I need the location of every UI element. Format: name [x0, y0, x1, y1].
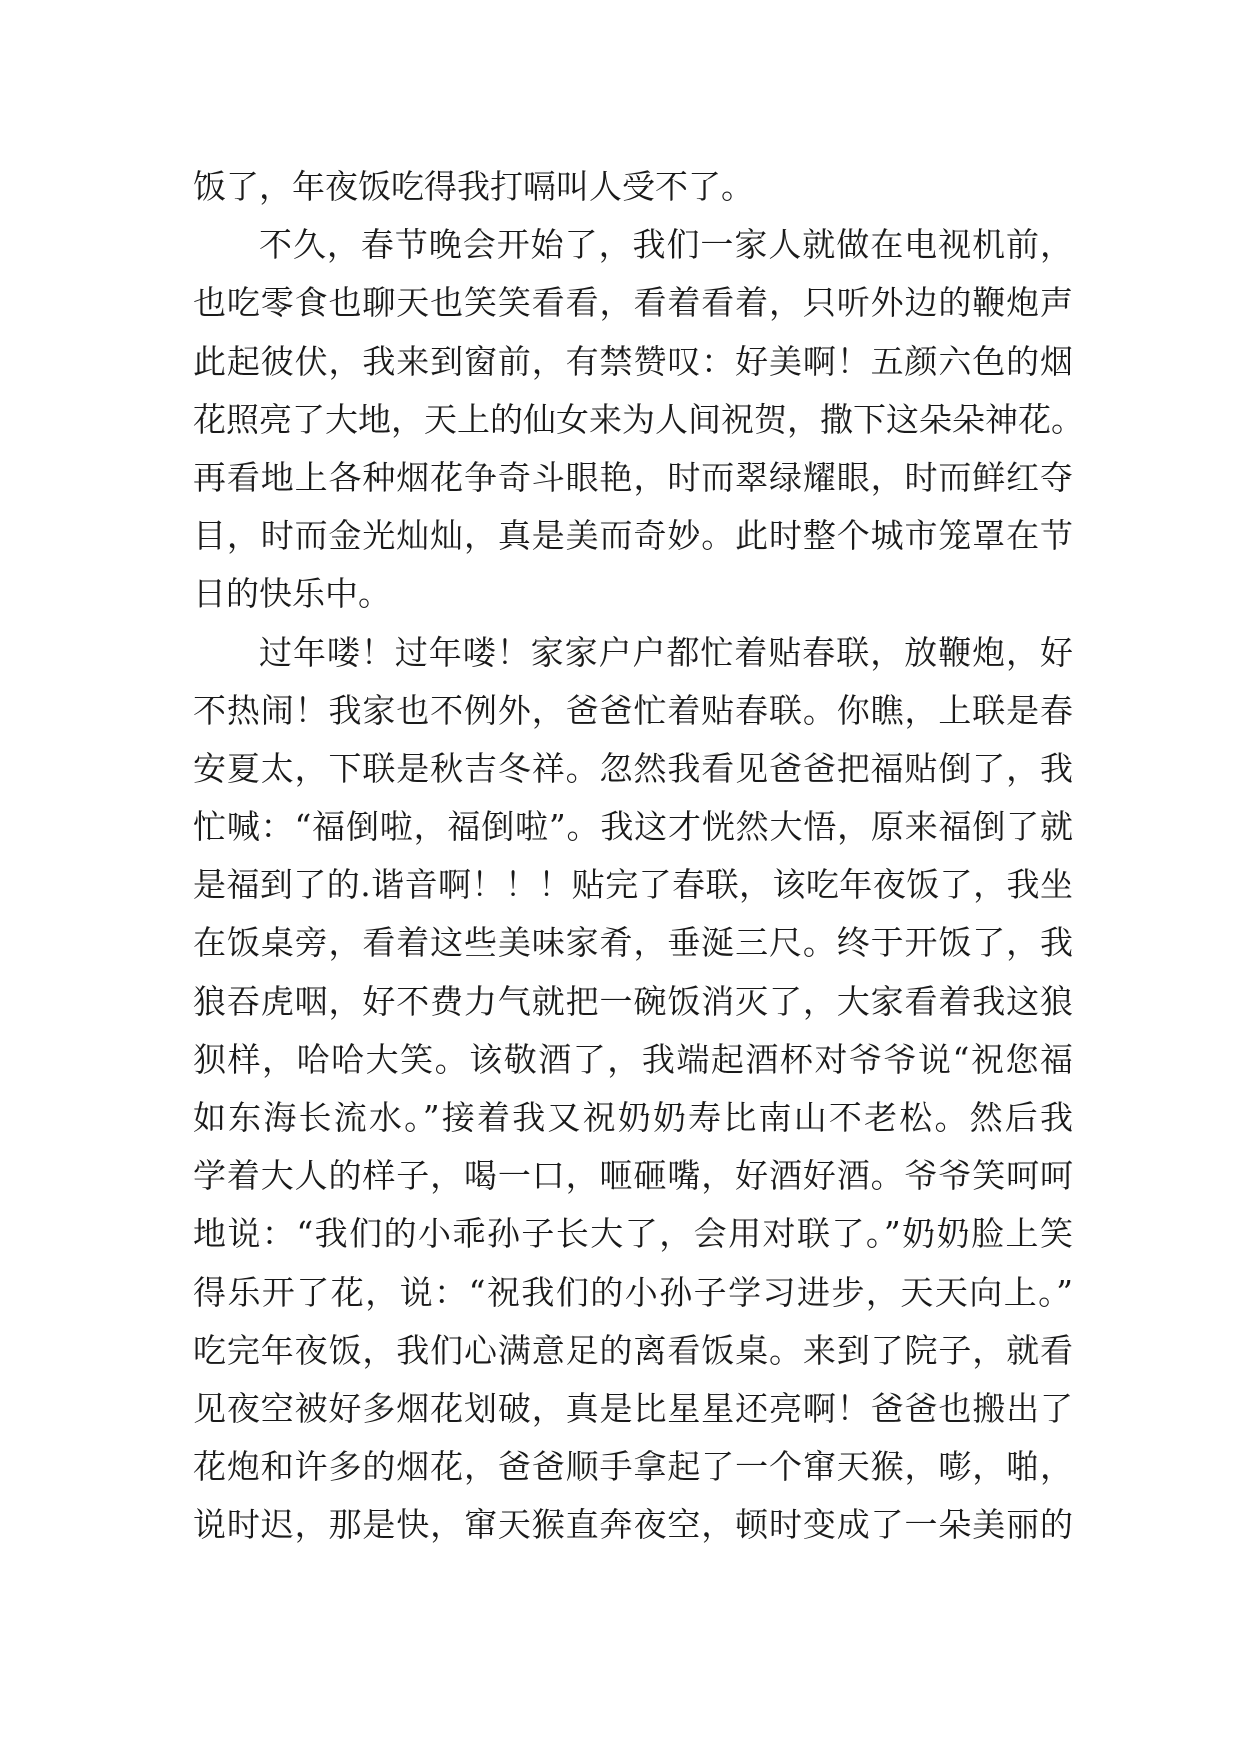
text-line: 地说：“我们的小乖孙子长大了，会用对联了。”奶奶脸上笑	[193, 1214, 1073, 1254]
text-line: 狈样，哈哈大笑。该敬酒了，我端起酒杯对爷爷说“祝您福	[193, 1039, 1073, 1079]
text-line: 饭了，年夜饭吃得我打嗝叫人受不了。	[193, 167, 754, 206]
text-line: 安夏太，下联是秋吉冬祥。忽然我看见爸爸把福贴倒了，我	[193, 748, 1073, 788]
text-line: 不久，春节晚会开始了，我们一家人就做在电视机前，	[259, 225, 1073, 265]
text-line: 不热闹！我家也不例外，爸爸忙着贴春联。你瞧，上联是春	[193, 690, 1073, 730]
text-line: 也吃零食也聊天也笑笑看看，看着看着，只听外边的鞭炮声	[193, 283, 1073, 323]
text-line: 见夜空被好多烟花划破，真是比星星还亮啊！爸爸也搬出了	[193, 1388, 1073, 1428]
text-line: 狼吞虎咽，好不费力气就把一碗饭消灭了，大家看着我这狼	[193, 981, 1073, 1021]
text-line: 如东海长流水。”接着我又祝奶奶寿比南山不老松。然后我	[193, 1098, 1073, 1137]
text-line: 忙喊：“福倒啦，福倒啦”。我这才恍然大悟，原来福倒了就	[193, 807, 1073, 847]
text-line: 花炮和许多的烟花，爸爸顺手拿起了一个窜天猴，嘭，啪，	[193, 1447, 1073, 1487]
text-line: 过年喽！过年喽！家家户户都忙着贴春联，放鞭炮，好	[259, 632, 1073, 672]
text-line: 在饭桌旁，看着这些美味家肴，垂涎三尺。终于开饭了，我	[193, 923, 1073, 963]
text-line: 说时迟，那是快，窜天猴直奔夜空，顿时变成了一朵美丽的	[193, 1505, 1073, 1545]
text-line: 得乐开了花，说：“祝我们的小孙子学习进步，天天向上。”	[193, 1272, 1073, 1312]
text-line: 是福到了的.谐音啊！！！贴完了春联，该吃年夜饭了，我坐	[193, 865, 1073, 905]
text-line: 日的快乐中。	[193, 574, 391, 614]
text-line: 目，时而金光灿灿，真是美而奇妙。此时整个城市笼罩在节	[193, 516, 1073, 556]
text-line: 再看地上各种烟花争奇斗眼艳，时而翠绿耀眼，时而鲜红夺	[193, 457, 1073, 497]
text-line: 花照亮了大地，天上的仙女来为人间祝贺，撒下这朵朵神花。	[193, 399, 1084, 439]
text-line: 吃完年夜饭，我们心满意足的离看饭桌。来到了院子，就看	[193, 1330, 1073, 1370]
body-text	[193, 158, 1084, 1555]
text-line: 此起彼伏，我来到窗前，有禁赞叹：好美啊！五颜六色的烟	[193, 341, 1073, 381]
text-line: 学着大人的样子，喝一口，咂砸嘴，好酒好酒。爷爷笑呵呵	[193, 1156, 1073, 1196]
